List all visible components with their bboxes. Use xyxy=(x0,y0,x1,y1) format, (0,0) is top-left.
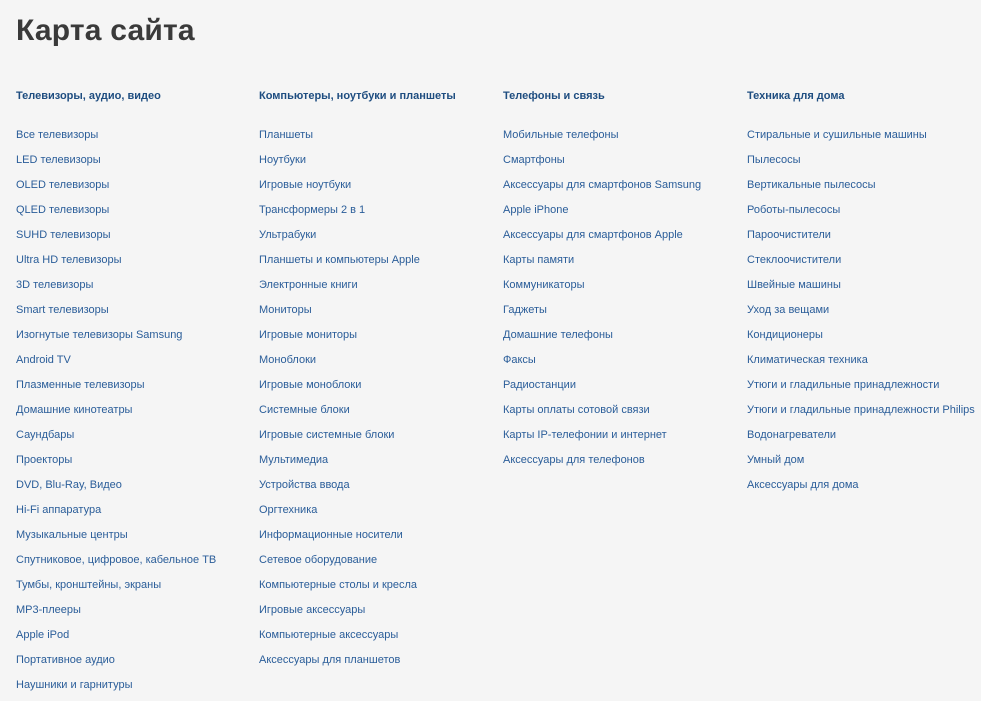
list-item xyxy=(259,451,420,476)
list-item xyxy=(259,201,420,226)
sitemap-link[interactable]: OLED телевизоры xyxy=(16,179,110,191)
list-item xyxy=(503,451,701,476)
list-item xyxy=(16,276,216,301)
sitemap-link[interactable]: Ноутбуки xyxy=(259,154,306,166)
sitemap-link[interactable]: Apple iPod xyxy=(16,629,70,641)
sitemap-link[interactable]: DVD, Blu-Ray, Видео xyxy=(16,479,122,491)
sitemap-link[interactable]: MP3-плееры xyxy=(16,604,81,616)
list-item xyxy=(259,326,420,351)
list-item xyxy=(747,426,975,451)
list-item xyxy=(747,476,975,501)
sitemap-link[interactable]: Hi-Fi аппаратура xyxy=(16,504,102,516)
list-item xyxy=(16,326,216,351)
list-item xyxy=(16,651,216,676)
list-item xyxy=(16,251,216,276)
list-item xyxy=(259,276,420,301)
sitemap-link[interactable]: Вертикальные пылесосы xyxy=(747,179,876,191)
list-item xyxy=(747,351,975,376)
sitemap-link[interactable]: Гаджеты xyxy=(503,304,547,316)
list-item xyxy=(259,651,420,676)
sitemap-column xyxy=(747,88,981,491)
sitemap-link[interactable]: Оргтехника xyxy=(259,504,318,516)
sitemap-link[interactable]: Спутниковое, цифровое, кабельное ТВ xyxy=(16,554,217,566)
sitemap-link[interactable]: Умный дом xyxy=(747,454,805,466)
list-item xyxy=(16,451,216,476)
sitemap-link[interactable]: Аксессуары для планшетов xyxy=(259,654,401,666)
column-heading: Техника для дома xyxy=(747,90,845,102)
list-item xyxy=(16,151,216,176)
list-item xyxy=(747,326,975,351)
sitemap-link[interactable]: Факсы xyxy=(503,354,536,366)
sitemap-link[interactable]: Наушники и гарнитуры xyxy=(16,679,133,691)
list-item xyxy=(16,126,216,151)
sitemap-link[interactable]: Водонагреватели xyxy=(747,429,837,441)
column-heading: Телефоны и связь xyxy=(503,90,605,102)
sitemap-link[interactable]: Тумбы, кронштейны, экраны xyxy=(16,579,162,591)
list-item xyxy=(16,476,216,501)
list-item xyxy=(259,401,420,426)
sitemap-link[interactable]: Системные блоки xyxy=(259,404,350,416)
list-item xyxy=(747,401,975,426)
sitemap-link[interactable]: Стеклоочистители xyxy=(747,254,842,266)
sitemap-link[interactable]: Домашние кинотеатры xyxy=(16,404,133,416)
list-item xyxy=(259,376,420,401)
sitemap-link[interactable]: LED телевизоры xyxy=(16,154,101,166)
sitemap-link[interactable]: Смартфоны xyxy=(503,154,565,166)
list-item xyxy=(259,301,420,326)
list-item xyxy=(503,351,701,376)
sitemap-link[interactable]: Smart телевизоры xyxy=(16,304,109,316)
list-item xyxy=(747,376,975,401)
list-item xyxy=(259,576,420,601)
list-item xyxy=(503,276,701,301)
list-item xyxy=(503,301,701,326)
sitemap-link[interactable]: 3D телевизоры xyxy=(16,279,94,291)
list-item xyxy=(503,226,701,251)
list-item xyxy=(747,176,975,201)
list-item xyxy=(503,126,701,151)
list-item xyxy=(747,151,975,176)
list-item xyxy=(259,126,420,151)
sitemap-link[interactable]: Аксессуары для смартфонов Apple xyxy=(503,229,683,241)
list-item xyxy=(16,601,216,626)
sitemap-link[interactable]: Игровые аксессуары xyxy=(259,604,366,616)
list-item xyxy=(16,626,216,651)
sitemap-column xyxy=(503,88,738,466)
list-item xyxy=(16,676,216,701)
list-item xyxy=(16,176,216,201)
list-item xyxy=(16,576,216,601)
list-item xyxy=(16,226,216,251)
sitemap-link[interactable]: Apple iPhone xyxy=(503,204,569,216)
list-item xyxy=(259,601,420,626)
sitemap-link[interactable]: Кондиционеры xyxy=(747,329,823,341)
column-link-list xyxy=(259,126,420,676)
list-item xyxy=(503,426,701,451)
list-item xyxy=(503,251,701,276)
sitemap-link[interactable]: Карты оплаты сотовой связи xyxy=(503,404,650,416)
sitemap-link[interactable]: Уход за вещами xyxy=(747,304,830,316)
list-item xyxy=(747,201,975,226)
column-link-list xyxy=(747,126,975,501)
column-heading: Компьютеры, ноутбуки и планшеты xyxy=(259,90,456,102)
sitemap-link[interactable]: Коммуникаторы xyxy=(503,279,585,291)
list-item xyxy=(16,526,216,551)
list-item xyxy=(259,626,420,651)
sitemap-link[interactable]: Аксессуары для смартфонов Samsung xyxy=(503,179,702,191)
list-item xyxy=(16,551,216,576)
list-item xyxy=(259,226,420,251)
sitemap-link[interactable]: Портативное аудио xyxy=(16,654,115,666)
list-item xyxy=(259,476,420,501)
sitemap-link[interactable]: Домашние телефоны xyxy=(503,329,613,341)
list-item xyxy=(503,376,701,401)
sitemap-link[interactable]: Мобильные телефоны xyxy=(503,129,619,141)
column-link-list xyxy=(16,126,216,701)
sitemap-link[interactable]: Мультимедиа xyxy=(259,454,329,466)
list-item xyxy=(16,376,216,401)
column-heading: Телевизоры, аудио, видео xyxy=(16,90,161,102)
sitemap-column xyxy=(16,88,251,691)
list-item xyxy=(16,426,216,451)
sitemap-link[interactable]: Компьютерные аксессуары xyxy=(259,629,399,641)
list-item xyxy=(503,401,701,426)
sitemap-link[interactable]: Планшеты и компьютеры Apple xyxy=(259,254,420,266)
sitemap-link[interactable]: Утюги и гладильные принадлежности Philips xyxy=(747,404,975,416)
list-item xyxy=(16,201,216,226)
list-item xyxy=(503,176,701,201)
sitemap-link[interactable]: Утюги и гладильные принадлежности xyxy=(747,379,940,391)
list-item xyxy=(16,351,216,376)
sitemap-link[interactable]: Аксессуары для телефонов xyxy=(503,454,645,466)
sitemap-link[interactable]: Все телевизоры xyxy=(16,129,99,141)
list-item xyxy=(747,301,975,326)
sitemap-link[interactable]: Аксессуары для дома xyxy=(747,479,859,491)
list-item xyxy=(16,501,216,526)
list-item xyxy=(259,351,420,376)
sitemap-link[interactable]: Моноблоки xyxy=(259,354,317,366)
sitemap-link[interactable]: Карты памяти xyxy=(503,254,575,266)
sitemap-link[interactable]: QLED телевизоры xyxy=(16,204,110,216)
sitemap-link[interactable]: Ultra HD телевизоры xyxy=(16,254,122,266)
list-item xyxy=(747,451,975,476)
sitemap-link[interactable]: Плазменные телевизоры xyxy=(16,379,145,391)
sitemap-link[interactable]: Карты IP-телефонии и интернет xyxy=(503,429,667,441)
sitemap-link[interactable]: Мониторы xyxy=(259,304,312,316)
list-item xyxy=(259,176,420,201)
list-item xyxy=(747,226,975,251)
page-title: Карта сайта xyxy=(16,14,195,47)
list-item xyxy=(503,201,701,226)
list-item xyxy=(503,326,701,351)
sitemap-link[interactable]: SUHD телевизоры xyxy=(16,229,111,241)
sitemap-link[interactable]: Стиральные и сушильные машины xyxy=(747,129,927,141)
sitemap-link[interactable]: Проекторы xyxy=(16,454,73,466)
list-item xyxy=(16,301,216,326)
sitemap-link[interactable]: Android TV xyxy=(16,354,71,366)
column-link-list xyxy=(503,126,701,476)
list-item xyxy=(259,526,420,551)
sitemap-link[interactable]: Игровые ноутбуки xyxy=(259,179,352,191)
sitemap-link[interactable]: Музыкальные центры xyxy=(16,529,128,541)
list-item xyxy=(503,151,701,176)
sitemap-link[interactable]: Пылесосы xyxy=(747,154,801,166)
list-item xyxy=(259,501,420,526)
sitemap-link[interactable]: Саундбары xyxy=(16,429,75,441)
sitemap-link[interactable]: Климатическая техника xyxy=(747,354,868,366)
sitemap-link[interactable]: Игровые системные блоки xyxy=(259,429,395,441)
list-item xyxy=(747,251,975,276)
sitemap-link[interactable]: Игровые мониторы xyxy=(259,329,358,341)
list-item xyxy=(259,251,420,276)
sitemap-link[interactable]: Информационные носители xyxy=(259,529,403,541)
sitemap-link[interactable]: Ультрабуки xyxy=(259,229,317,241)
sitemap-column xyxy=(259,88,494,666)
sitemap-link[interactable]: Электронные книги xyxy=(259,279,358,291)
sitemap-link[interactable]: Пароочистители xyxy=(747,229,831,241)
sitemap-link[interactable]: Роботы-пылесосы xyxy=(747,204,841,216)
sitemap-link[interactable]: Трансформеры 2 в 1 xyxy=(259,204,366,216)
sitemap-link[interactable]: Устройства ввода xyxy=(259,479,350,491)
list-item xyxy=(259,426,420,451)
list-item xyxy=(16,401,216,426)
sitemap-link[interactable]: Планшеты xyxy=(259,129,314,141)
list-item xyxy=(747,276,975,301)
sitemap-link[interactable]: Компьютерные столы и кресла xyxy=(259,579,418,591)
sitemap-link[interactable]: Радиостанции xyxy=(503,379,576,391)
sitemap-link[interactable]: Изогнутые телевизоры Samsung xyxy=(16,329,183,341)
sitemap-link[interactable]: Сетевое оборудование xyxy=(259,554,378,566)
list-item xyxy=(747,126,975,151)
list-item xyxy=(259,551,420,576)
list-item xyxy=(259,151,420,176)
sitemap-link[interactable]: Швейные машины xyxy=(747,279,841,291)
sitemap-link[interactable]: Игровые моноблоки xyxy=(259,379,362,391)
